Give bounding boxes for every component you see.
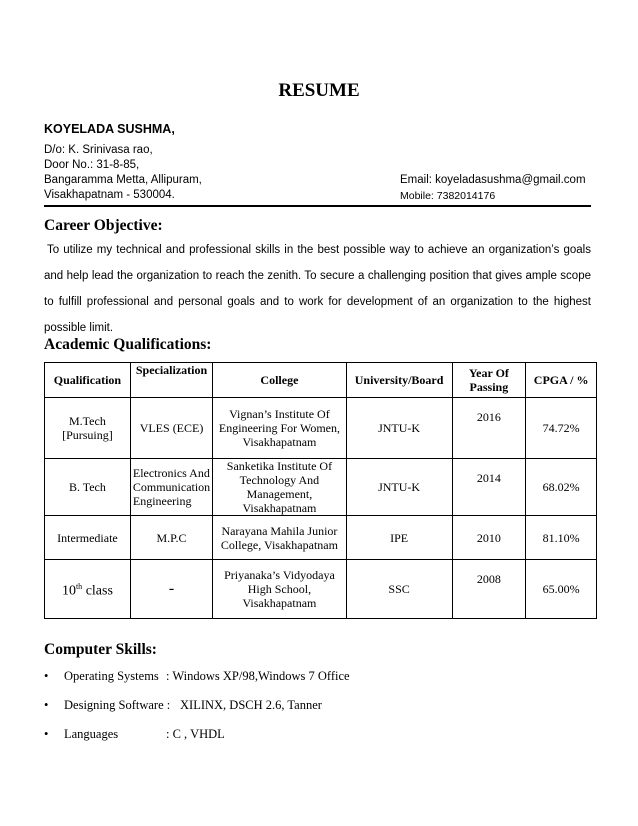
bullet-icon: •: [44, 669, 49, 683]
cell-college: Sanketika Institute Of Technology And Management, Visakhapatnam: [213, 459, 346, 516]
table-row: [45, 398, 597, 459]
career-line: to fulfill professional and personal goals and to work for development of an organization to the highest: [44, 296, 591, 308]
cell-qualification: B. Tech: [45, 459, 131, 516]
header-year: Year Of Passing: [452, 363, 526, 398]
cell-cpga: 74.72%: [526, 398, 597, 459]
cell-specialization: VLES (ECE): [130, 398, 212, 459]
header-cpga: CPGA / %: [526, 363, 597, 398]
cell-specialization: Electronics And Communication Engineering: [130, 459, 212, 516]
cell-year: 2014: [452, 459, 526, 516]
cell-college: Narayana Mahila Junior College, Visakhapatnam: [213, 516, 346, 560]
bullet-icon: •: [44, 727, 49, 741]
address-line: Visakhapatnam - 530004.: [44, 189, 175, 201]
skill-value: XILINX, DSCH 2.6, Tanner: [180, 698, 322, 712]
address-line: Bangaramma Metta, Allipuram,: [44, 174, 202, 186]
career-line: possible limit.: [44, 322, 114, 334]
cell-qualification: M.Tech [Pursuing]: [45, 398, 131, 459]
cell-specialization: M.P.C: [130, 516, 212, 560]
cell-year: 2010: [452, 516, 526, 560]
cell-university: IPE: [346, 516, 452, 560]
cell-qualification: Intermediate: [45, 516, 131, 560]
email: Email: koyeladasushma@gmail.com: [400, 174, 586, 186]
address-line: Door No.: 31-8-85,: [44, 159, 140, 171]
list-item: [44, 727, 225, 742]
mobile: Mobile: 7382014176: [400, 190, 496, 202]
skill-label: Languages: [64, 727, 119, 741]
academic-table: [44, 362, 597, 619]
resume-title: RESUME: [278, 80, 360, 101]
computer-skills-heading: Computer Skills:: [44, 641, 157, 658]
cell-specialization: -: [130, 560, 212, 619]
cell-cpga: 68.02%: [526, 459, 597, 516]
table-row: [45, 516, 597, 560]
skill-label: Designing Software :: [64, 698, 171, 712]
career-objective-text: [44, 237, 591, 341]
header-qualification: Qualification: [45, 363, 131, 398]
cell-cpga: 65.00%: [526, 560, 597, 619]
header-university: University/Board: [346, 363, 452, 398]
cell-qualification: 10th class: [45, 560, 131, 619]
candidate-name: KOYELADA SUSHMA,: [44, 122, 175, 136]
table-header-row: [45, 363, 597, 398]
header-specialization: Specialization: [130, 363, 212, 398]
career-objective-heading: Career Objective:: [44, 217, 163, 234]
cell-college: Vignan’s Institute Of Engineering For Women, Visakhapatnam: [213, 398, 346, 459]
academic-heading: Academic Qualifications:: [44, 336, 212, 353]
list-item: [44, 698, 322, 713]
skill-value: : Windows XP/98,Windows 7 Office: [166, 669, 350, 683]
table-row: [45, 459, 597, 516]
address-line: D/o: K. Srinivasa rao,: [44, 144, 153, 156]
skill-label: Operating Systems: [64, 669, 159, 683]
cell-university: JNTU-K: [346, 398, 452, 459]
career-line: To utilize my technical and professional skills in the best possible way to achieve an organization’s goals: [47, 244, 591, 256]
cell-year: 2016: [452, 398, 526, 459]
header-divider: [44, 205, 591, 207]
cell-college: Priyanaka’s Vidyodaya High School, Visakhapatnam: [213, 560, 346, 619]
cell-year: 2008: [452, 560, 526, 619]
header-college: College: [213, 363, 346, 398]
cell-university: SSC: [346, 560, 452, 619]
table-row: [45, 560, 597, 619]
list-item: [44, 669, 350, 684]
career-line: and help lead the organization to reach the zenith. To secure a challenging position that gives ample scope: [44, 270, 591, 282]
cell-cpga: 81.10%: [526, 516, 597, 560]
bullet-icon: •: [44, 698, 49, 712]
cell-university: JNTU-K: [346, 459, 452, 516]
skill-value: : C , VHDL: [166, 727, 225, 741]
